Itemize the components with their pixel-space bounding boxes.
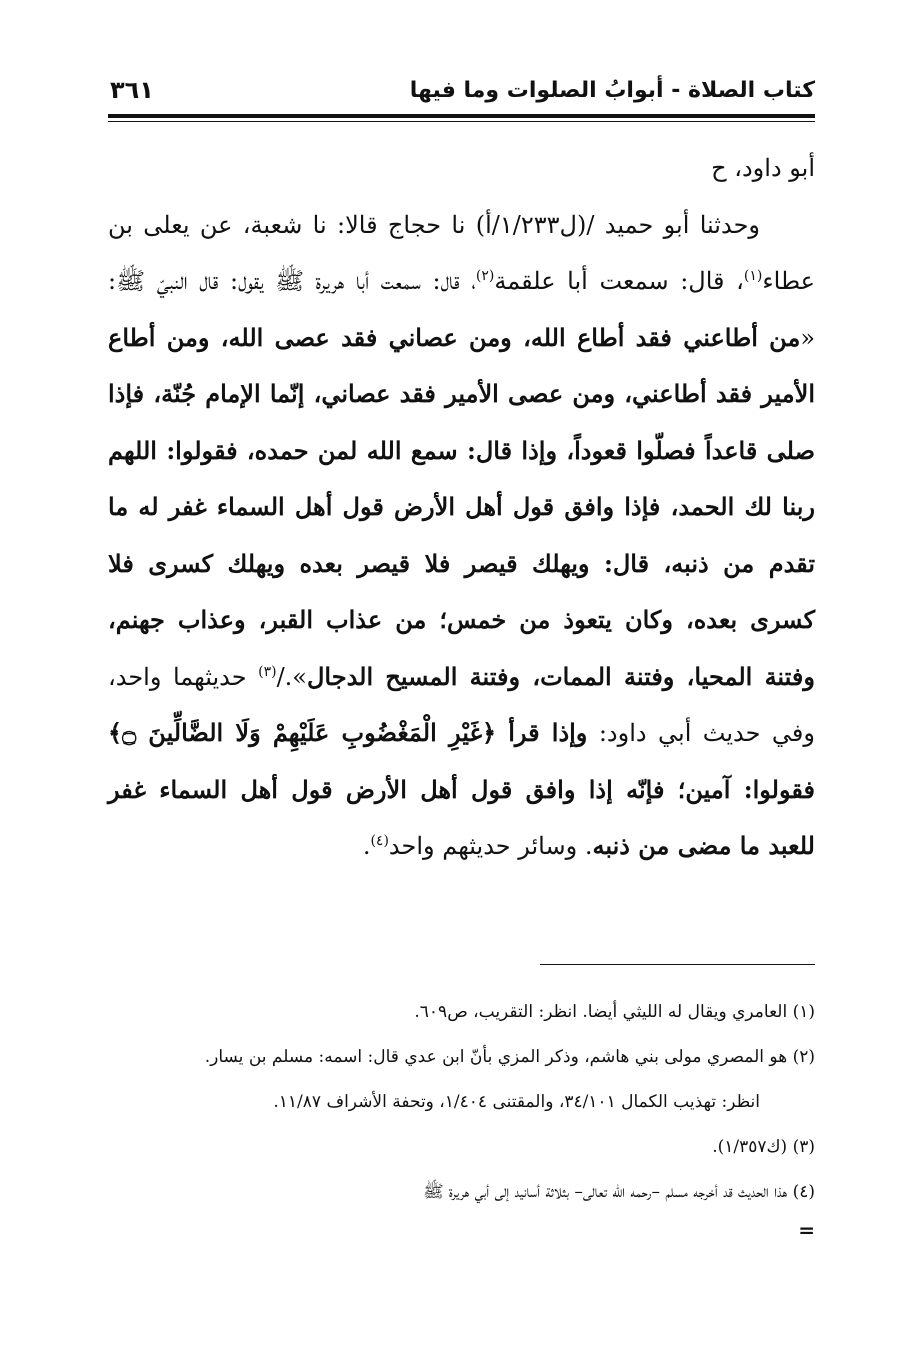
footnote-3: (٣) (ك١/٣٥٧). [712, 1137, 815, 1157]
isnad-text-3: ، قال: سمعت أبا هريرة ﷺ يقول: قال النبيّ ﷺ: « [108, 267, 815, 352]
isnad-text: وحدثنا أبو حميد /(ل١/٢٣٣/أ) نا حجاج قالا: نا شعبة، عن يعلى بن عطاء [108, 210, 815, 295]
variant-text: وإذا قرأ [496, 718, 588, 747]
footnote-ref-3: (٣) [258, 663, 277, 680]
hadith-text: من أطاعني فقد أطاع الله، ومن عصاني فقد عصى الله، ومن أطاع الأمير فقد أطاعني، ومن عصى الأمير فقد عصاني، إنّما الإمام جُنّة، فإذا صلى قاعداً فصلّوا قعوداً، وإذا قال: سمع الله لمن حمده، فقولوا: اللهم ربنا لك الحمد، فإذا وافق قول أهل الأرض قول أهل السماء غفر له ما تقدم من ذنبه، قال: ويهلك قيصر فلا قيصر بعده ويهلك كسرى فلا كسرى بعده، وكان يتعوذ من خمس؛ من عذاب القبر، وعذاب جهنم، وفتنة المحيا، وفتنة الممات، وفتنة المسيح الدجال [108, 322, 815, 691]
variant-text-2: فقولوا: آمين؛ فإنّه إذا وافق قول أهل الأرض قول أهل السماء غفر للعبد ما مضى من ذنبه [108, 774, 815, 860]
header-rule-thin [108, 121, 815, 122]
footnotes [108, 990, 815, 1245]
footnote-divider [540, 964, 815, 965]
main-text [108, 140, 815, 875]
header-rule [108, 114, 815, 118]
closing-text: . وسائر حديثهم واحد [388, 832, 593, 860]
footnote-2-continued: انظر: تهذيب الكمال ٣٤/١٠١، والمقتنى ١/٤٠٤، وتحفة الأشراف ١١/٨٧. [273, 1092, 760, 1112]
running-title: كتاب الصلاة - أبوابُ الصلوات وما فيها [409, 78, 815, 103]
isnad-text-2: ، قال: سمعت أبا علقمة [494, 267, 744, 295]
quran-verse: ﴿غَيْرِ الْمَغْضُوبِ عَلَيْهِمْ وَلَا الضَّالِّينَ ۝﴾ [108, 718, 497, 747]
closing-period: . [362, 832, 371, 860]
hadith-paragraph [108, 197, 815, 875]
continuation-mark: = [798, 1218, 815, 1242]
opening-line: أبو داود، ح [711, 154, 815, 182]
page-header [108, 72, 815, 112]
footnote-4: (٤) هذا الحديث قد أخرجه مسلم –رحمه الله تعالى– بثلاثة أسانيد إلى أبي هريرة ﷺ [423, 1182, 815, 1202]
footnote-ref-2: (٢) [475, 268, 495, 284]
footnote-1: (١) العامري ويقال له الليثي أيضا. انظر: التقريب، ص٦٠٩. [414, 1002, 815, 1022]
footnote-2: (٢) هو المصري مولى بني هاشم، وذكر المزي بأنّ ابن عدي قال: اسمه: مسلم بن يسار. [204, 1047, 815, 1067]
footnote-ref-4: (٤) [370, 833, 389, 849]
variant-note: حديثهما واحد، وفي حديث أبي داود: [108, 662, 815, 747]
page-number: ٣٦١ [110, 76, 154, 104]
hadith-close: »./ [276, 662, 307, 691]
footnote-ref-1: (١) [743, 268, 763, 284]
